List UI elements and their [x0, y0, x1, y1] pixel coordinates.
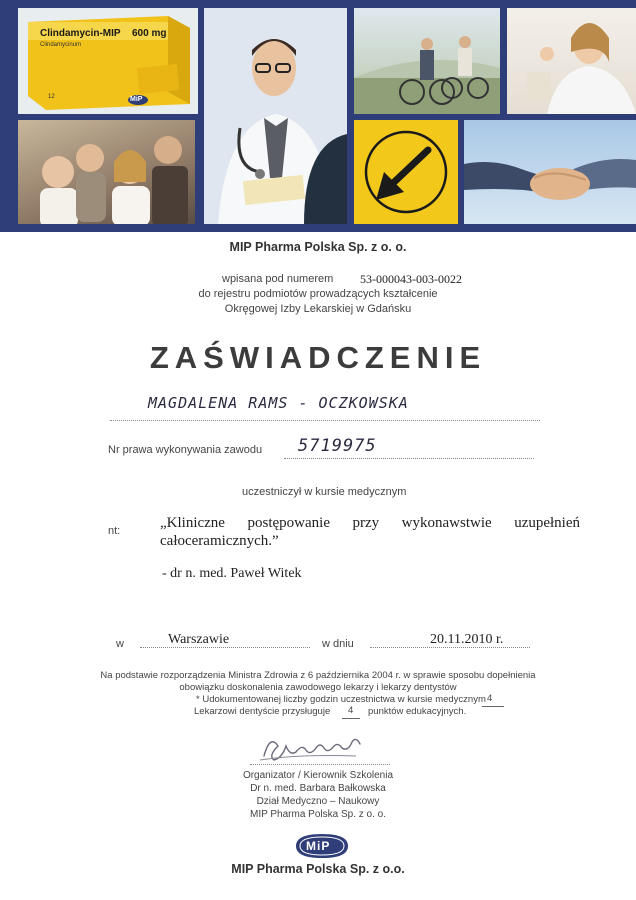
- topic-label: nt:: [108, 525, 121, 537]
- arrow-icon-tile: [354, 120, 458, 224]
- signature-image: [256, 730, 386, 766]
- recipient-name: MAGDALENA RAMS - OCZKOWSKA: [148, 394, 409, 412]
- product-box-photo: [18, 8, 198, 114]
- date-label: w dniu: [322, 638, 354, 650]
- lecturer-name: - dr n. med. Paweł Witek: [162, 566, 302, 581]
- course-title: „Kliniczne postępowanie przy wykonawstwie uzupełnień całoceramicznych.”: [160, 515, 580, 549]
- product-brand: MiP: [130, 96, 143, 103]
- arrow-icon: [354, 120, 458, 224]
- product-box-image: [18, 8, 198, 114]
- legal-line-1: Na podstawie rozporządzenia Ministra Zdrowia z 6 października 2004 r. w sprawie sposobu dopełnienia: [100, 670, 536, 681]
- hours-value: 4: [487, 693, 493, 704]
- registration-number: 53-000043-003-0022: [360, 272, 462, 286]
- certificate-title: ZAŚWIADCZENIE: [149, 340, 487, 375]
- license-number: 5719975: [298, 436, 377, 456]
- license-dotted-line: [284, 458, 534, 459]
- signature-dotted-line: [250, 764, 390, 765]
- date-value: 20.11.2010 r.: [430, 632, 504, 647]
- signature-name: Dr n. med. Barbara Bałkowska: [250, 783, 386, 794]
- mip-logo-text: MiP: [306, 839, 331, 853]
- registration-line-2: do rejestru podmiotów prowadzących kształcenie: [198, 288, 438, 300]
- date-dotted-line: [370, 647, 530, 648]
- family-photo: [18, 120, 195, 224]
- footer-company: MIP Pharma Polska Sp. z o.o.: [231, 862, 405, 876]
- legal-line-2: obowiązku doskonalenia zawodowego lekarzy i lekarzy dentystów: [179, 682, 457, 693]
- registration-line-3: Okręgowej Izby Lekarskiej w Gdańsku: [224, 303, 412, 315]
- woman-pills-photo: [507, 8, 636, 114]
- hours-underline: [482, 706, 504, 707]
- points-value: 4: [348, 705, 354, 716]
- handshake-photo: [464, 120, 636, 224]
- signature-role: Organizator / Kierownik Szkolenia: [242, 770, 394, 781]
- product-count: 12: [48, 94, 55, 100]
- license-label: Nr prawa wykonywania zawodu: [108, 444, 263, 456]
- signature-company: MIP Pharma Polska Sp. z o. o.: [250, 809, 386, 820]
- place-dotted-line: [140, 647, 310, 648]
- recipient-dotted-line: [110, 420, 540, 421]
- doctor-photo: [204, 8, 347, 224]
- cyclists-photo: [354, 8, 500, 114]
- participation-text: uczestniczył w kursie medycznym: [242, 486, 407, 498]
- signature-department: Dział Medyczno – Naukowy: [256, 796, 380, 807]
- company-name: MIP Pharma Polska Sp. z o. o.: [229, 240, 407, 254]
- product-name: Clindamycin-MIP: [40, 28, 121, 39]
- legal-line-4-suffix: punktów edukacyjnych.: [368, 706, 467, 717]
- place-value: Warszawie: [168, 632, 230, 647]
- registration-prefix: wpisana pod numerem: [222, 273, 334, 285]
- points-underline: [342, 718, 360, 719]
- product-dose: 600 mg: [132, 28, 167, 39]
- legal-line-3: * Udokumentowanej liczby godzin uczestnictwa w kursie medycznym: [196, 694, 486, 705]
- legal-line-4: Lekarzowi dentyście przysługuje: [194, 706, 331, 717]
- product-sub: Clindamycinum: [40, 42, 82, 48]
- place-label: w: [116, 638, 124, 650]
- photo-banner: [0, 0, 636, 232]
